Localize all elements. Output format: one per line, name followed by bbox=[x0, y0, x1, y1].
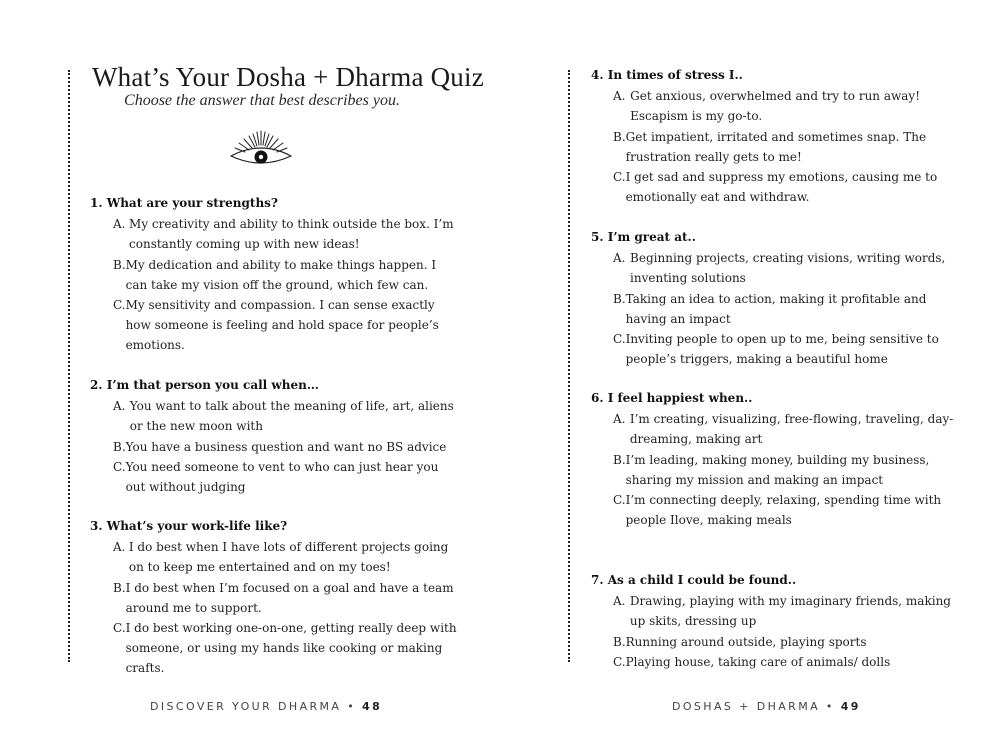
option-text: You want to talk about the meaning of life, art, aliens or the new moon with bbox=[129, 399, 454, 434]
answer-option bbox=[613, 86, 961, 126]
option-text: My sensitivity and compassion. I can sense exactly how someone is feeling and hold space for people’s emotions. bbox=[125, 298, 439, 353]
question-heading bbox=[591, 65, 961, 85]
option-letter: B. bbox=[113, 580, 126, 595]
question-text: I feel happiest when.. bbox=[607, 391, 753, 405]
answer-option bbox=[613, 127, 961, 167]
option-letter: B. bbox=[613, 291, 626, 306]
option-text: I do best working one-on-one, getting really deep with someone, or using my hands like cooking or making crafts. bbox=[125, 621, 457, 676]
option-letter: A. bbox=[113, 540, 126, 555]
page-number: 49 bbox=[840, 700, 861, 713]
answer-option bbox=[613, 632, 961, 652]
answer-option bbox=[613, 490, 961, 530]
option-text: My creativity and ability to think outside the box. I’m constantly coming up with new ideas! bbox=[129, 217, 454, 252]
option-text: Beginning projects, creating visions, writing words, inventing solutions bbox=[630, 251, 946, 286]
option-text: My dedication and ability to make things happen. I can take my vision off the ground, which few can. bbox=[125, 257, 437, 292]
question-heading bbox=[591, 570, 961, 590]
question-block bbox=[591, 570, 961, 672]
option-letter: B. bbox=[113, 439, 126, 454]
option-text: I’m connecting deeply, relaxing, spending time with people Ilove, making meals bbox=[625, 493, 942, 528]
option-text: Inviting people to open up to me, being sensitive to people’s triggers, making a beautiful home bbox=[625, 332, 939, 367]
dotted-divider bbox=[568, 70, 570, 662]
option-letter: B. bbox=[613, 634, 626, 649]
option-letter: A. bbox=[613, 412, 626, 427]
option-letter: C. bbox=[613, 493, 626, 508]
question-number: 7. bbox=[591, 573, 604, 587]
answer-option bbox=[613, 329, 961, 369]
page-footer bbox=[672, 700, 861, 713]
option-letter: A. bbox=[613, 89, 626, 104]
question-block bbox=[90, 516, 460, 679]
answer-option bbox=[113, 578, 460, 618]
answer-option bbox=[113, 618, 460, 679]
option-letter: A. bbox=[113, 399, 126, 414]
option-text: I do best when I have lots of different projects going on to keep me entertained and on my toes! bbox=[128, 540, 449, 575]
option-letter: B. bbox=[113, 257, 126, 272]
option-letter: A. bbox=[113, 217, 126, 232]
right-page bbox=[500, 0, 1000, 750]
answer-option bbox=[113, 537, 460, 577]
page-subtitle: Choose the answer that best describes you. bbox=[124, 92, 400, 109]
answer-option bbox=[613, 450, 961, 490]
option-text: You have a business question and want no BS advice bbox=[125, 439, 447, 454]
option-text: Taking an idea to action, making it profitable and having an impact bbox=[625, 291, 927, 326]
option-text: Drawing, playing with my imaginary friends, making up skits, dressing up bbox=[629, 594, 951, 629]
option-text: You need someone to vent to who can just hear you out without judging bbox=[125, 459, 439, 495]
question-text: What’s your work-life like? bbox=[106, 519, 288, 533]
option-text: I do best when I’m focused on a goal and have a team around me to support. bbox=[125, 580, 454, 615]
question-text: As a child I could be found.. bbox=[607, 573, 797, 587]
page-title: What’s Your Dosha + Dharma Quiz bbox=[92, 62, 484, 92]
option-letter: C. bbox=[613, 654, 626, 669]
question-text: In times of stress I.. bbox=[607, 68, 743, 82]
answer-option bbox=[613, 289, 961, 329]
question-heading bbox=[591, 388, 961, 408]
answer-option bbox=[113, 255, 460, 295]
option-text: Get impatient, irritated and sometimes snap. The frustration really gets to me! bbox=[625, 129, 927, 164]
dotted-divider bbox=[68, 70, 70, 662]
question-number: 6. bbox=[591, 391, 604, 405]
page-footer bbox=[150, 700, 382, 713]
question-heading bbox=[90, 516, 460, 536]
answer-option bbox=[113, 437, 460, 457]
answer-option bbox=[613, 652, 961, 672]
question-number: 4. bbox=[591, 68, 604, 82]
question-text: What are your strengths? bbox=[106, 196, 278, 210]
option-letter: C. bbox=[613, 170, 626, 185]
option-text: Get anxious, overwhelmed and try to run away! Escapism is my go-to. bbox=[630, 89, 921, 124]
option-letter: B. bbox=[613, 129, 626, 144]
page-number: 48 bbox=[362, 700, 383, 713]
answer-option bbox=[613, 167, 961, 207]
question-heading bbox=[90, 375, 460, 395]
option-text: Playing house, taking care of animals/ dolls bbox=[625, 654, 891, 669]
question-heading bbox=[591, 227, 961, 247]
question-block bbox=[591, 65, 961, 207]
option-text: I’m leading, making money, building my business, sharing my mission and making an impact bbox=[625, 452, 930, 487]
answer-option bbox=[113, 295, 460, 356]
option-letter: C. bbox=[113, 459, 126, 474]
eye-icon bbox=[225, 128, 297, 168]
question-text: I’m great at.. bbox=[607, 230, 696, 244]
footer-text: DOSHAS + DHARMA • bbox=[672, 700, 835, 713]
question-text: I’m that person you call when… bbox=[106, 378, 319, 392]
option-letter: A. bbox=[613, 594, 626, 609]
question-number: 3. bbox=[90, 519, 103, 533]
footer-text: DISCOVER YOUR DHARMA • bbox=[150, 700, 357, 713]
option-letter: C. bbox=[113, 621, 126, 636]
option-text: I’m creating, visualizing, free-flowing, traveling, day-dreaming, making art bbox=[629, 412, 954, 447]
option-text: Running around outside, playing sports bbox=[625, 634, 867, 649]
answer-option bbox=[613, 409, 961, 449]
question-block bbox=[90, 193, 460, 356]
question-number: 2. bbox=[90, 378, 103, 392]
answer-option bbox=[113, 457, 460, 497]
question-block bbox=[591, 227, 961, 369]
answer-option bbox=[113, 396, 460, 436]
option-letter: C. bbox=[113, 298, 126, 313]
question-block bbox=[90, 375, 460, 497]
question-number: 5. bbox=[591, 230, 604, 244]
question-number: 1. bbox=[90, 196, 103, 210]
answer-option bbox=[613, 591, 961, 631]
answer-option bbox=[113, 214, 460, 254]
option-letter: B. bbox=[613, 452, 626, 467]
question-heading bbox=[90, 193, 460, 213]
question-block bbox=[591, 388, 961, 530]
option-letter: C. bbox=[613, 332, 626, 347]
answer-option bbox=[613, 248, 961, 288]
option-text: I get sad and suppress my emotions, causing me to emotionally eat and withdraw. bbox=[625, 170, 938, 205]
option-letter: A. bbox=[613, 251, 626, 266]
